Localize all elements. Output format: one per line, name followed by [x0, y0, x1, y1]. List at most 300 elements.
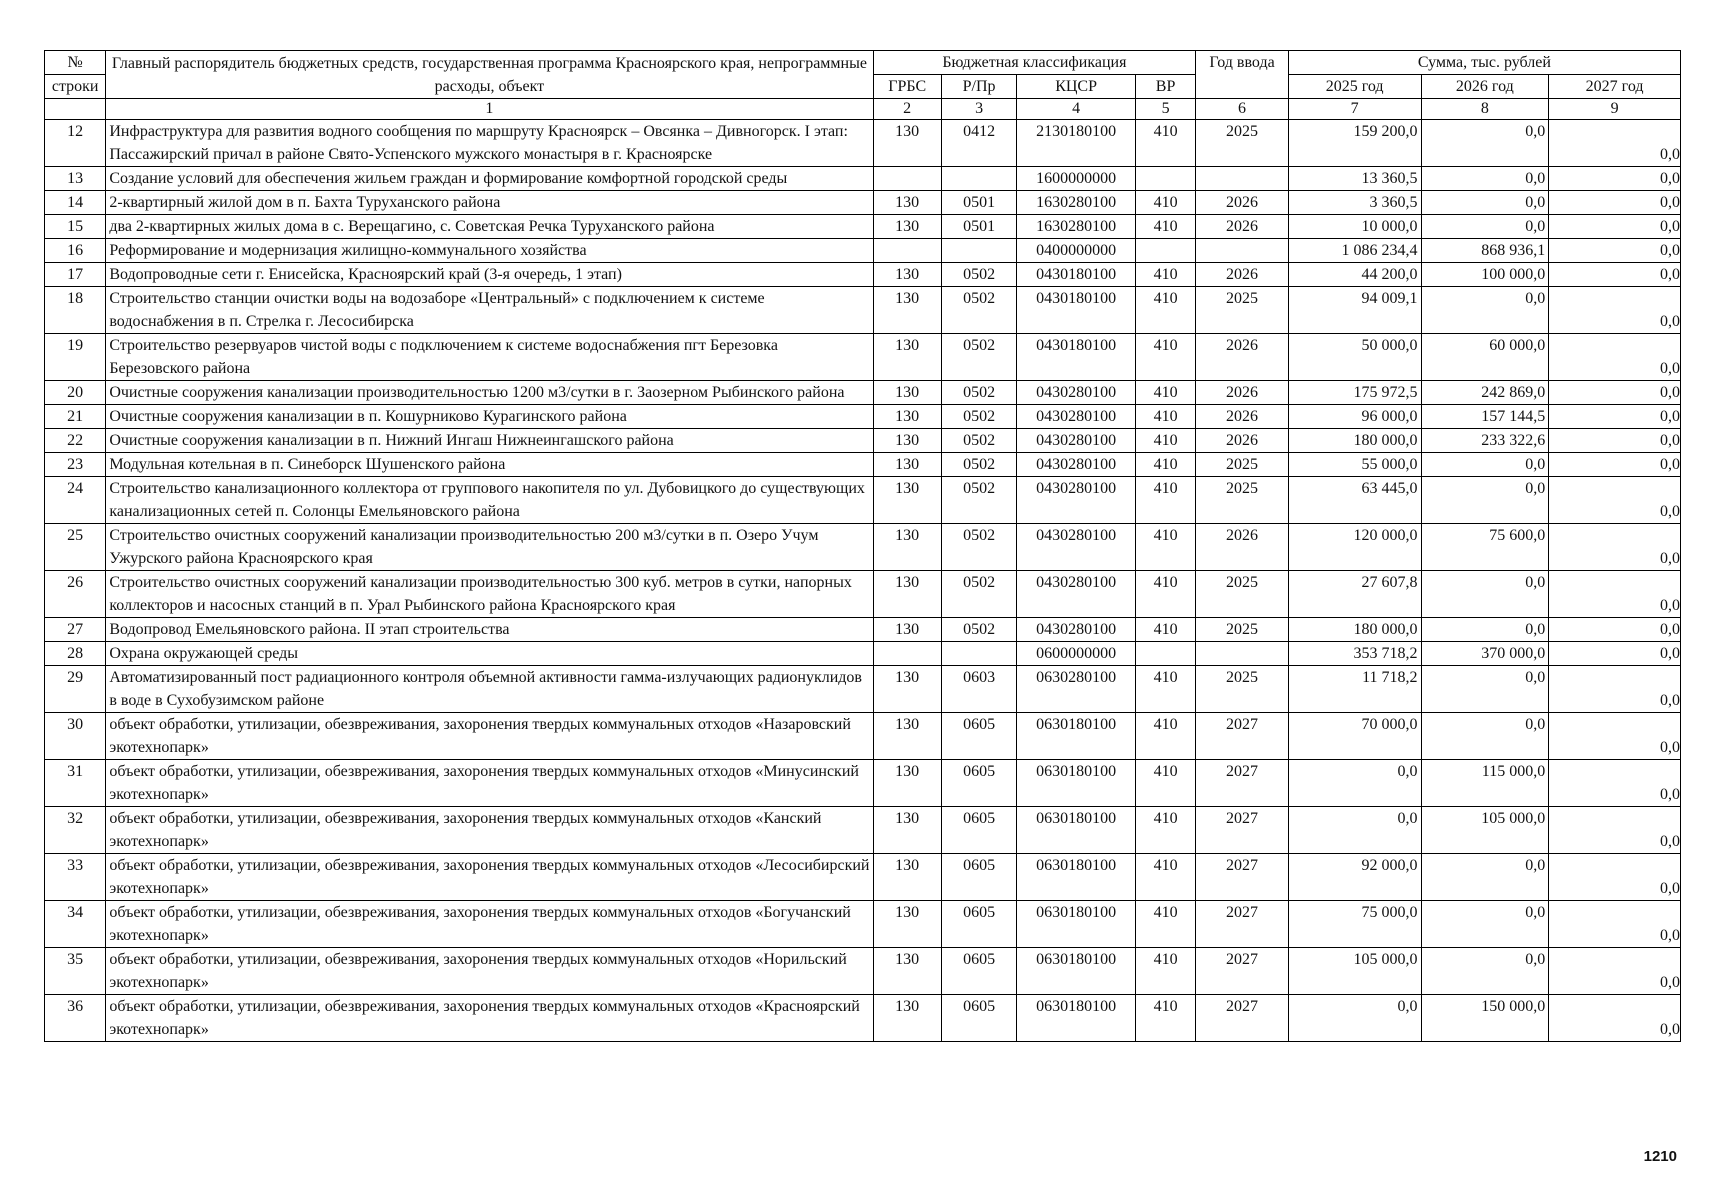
sum-2027: 0,0 — [1549, 524, 1681, 571]
vr-code: 410 — [1135, 120, 1195, 167]
sum-2027: 0,0 — [1549, 453, 1681, 477]
sum-2025: 10 000,0 — [1288, 215, 1421, 239]
table-row — [45, 263, 1681, 287]
year-input: 2026 — [1196, 524, 1289, 571]
kcsr-code: 0400000000 — [1017, 239, 1136, 263]
column-number: 4 — [1017, 99, 1136, 120]
sum-2025: 175 972,5 — [1288, 381, 1421, 405]
grbs-code: 130 — [873, 807, 941, 854]
year-input: 2025 — [1196, 287, 1289, 334]
table-row — [45, 453, 1681, 477]
sum-2025: 120 000,0 — [1288, 524, 1421, 571]
kcsr-code: 0630280100 — [1017, 666, 1136, 713]
rpr-code: 0502 — [941, 287, 1016, 334]
object-name: объект обработки, утилизации, обезвреживания, захоронения твердых коммунальных отходов «Богучанский экотехнопарк» — [106, 901, 873, 948]
table-row — [45, 948, 1681, 995]
header-budget-classification: Бюджетная классификация — [873, 51, 1196, 75]
table-row — [45, 524, 1681, 571]
object-name: объект обработки, утилизации, обезвреживания, захоронения твердых коммунальных отходов «Канский экотехнопарк» — [106, 807, 873, 854]
sum-2027: 0,0 — [1549, 263, 1681, 287]
year-input: 2027 — [1196, 807, 1289, 854]
sum-2027: 0,0 — [1549, 854, 1681, 901]
kcsr-code: 0630180100 — [1017, 854, 1136, 901]
row-number: 19 — [45, 334, 106, 381]
kcsr-code: 0430280100 — [1017, 571, 1136, 618]
column-number: 2 — [873, 99, 941, 120]
year-input: 2027 — [1196, 760, 1289, 807]
column-number: 7 — [1288, 99, 1421, 120]
vr-code: 410 — [1135, 215, 1195, 239]
sum-2025: 11 718,2 — [1288, 666, 1421, 713]
sum-2025: 0,0 — [1288, 995, 1421, 1042]
table-row — [45, 120, 1681, 167]
row-number: 31 — [45, 760, 106, 807]
vr-code: 410 — [1135, 666, 1195, 713]
budget-table — [44, 50, 1681, 1042]
grbs-code: 130 — [873, 453, 941, 477]
kcsr-code: 0430280100 — [1017, 477, 1136, 524]
sum-2025: 180 000,0 — [1288, 618, 1421, 642]
grbs-code: 130 — [873, 618, 941, 642]
row-number: 24 — [45, 477, 106, 524]
kcsr-code: 0430280100 — [1017, 429, 1136, 453]
object-name: Строительство канализационного коллектора от группового накопителя по ул. Дубовицкого до существующих канализационных сетей п. Солонцы Емельяновского района — [106, 477, 873, 524]
object-name: объект обработки, утилизации, обезвреживания, захоронения твердых коммунальных отходов «Минусинский экотехнопарк» — [106, 760, 873, 807]
vr-code: 410 — [1135, 807, 1195, 854]
row-number: 12 — [45, 120, 106, 167]
sum-2026: 0,0 — [1421, 477, 1549, 524]
sum-2027: 0,0 — [1549, 948, 1681, 995]
vr-code: 410 — [1135, 287, 1195, 334]
column-number: 1 — [106, 99, 873, 120]
rpr-code: 0502 — [941, 571, 1016, 618]
year-input: 2025 — [1196, 453, 1289, 477]
sum-2027: 0,0 — [1549, 760, 1681, 807]
table-row — [45, 642, 1681, 666]
object-name: 2-квартирный жилой дом в п. Бахта Туруханского района — [106, 191, 873, 215]
row-number: 17 — [45, 263, 106, 287]
object-name: два 2-квартирных жилых дома в с. Верещагино, с. Советская Речка Туруханского района — [106, 215, 873, 239]
table-row — [45, 477, 1681, 524]
header-kcsr: КЦСР — [1017, 75, 1136, 99]
row-number: 30 — [45, 713, 106, 760]
sum-2025: 180 000,0 — [1288, 429, 1421, 453]
vr-code: 410 — [1135, 191, 1195, 215]
table-row — [45, 429, 1681, 453]
grbs-code: 130 — [873, 901, 941, 948]
kcsr-code: 1630280100 — [1017, 215, 1136, 239]
object-name: Очистные сооружения канализации производительностью 1200 м3/сутки в г. Заозерном Рыбинского района — [106, 381, 873, 405]
sum-2026: 0,0 — [1421, 167, 1549, 191]
kcsr-code: 0630180100 — [1017, 901, 1136, 948]
object-name: Создание условий для обеспечения жильем граждан и формирование комфортной городской среды — [106, 167, 873, 191]
grbs-code: 130 — [873, 713, 941, 760]
column-number: 8 — [1421, 99, 1549, 120]
year-input — [1196, 642, 1289, 666]
year-input: 2026 — [1196, 405, 1289, 429]
column-number: 5 — [1135, 99, 1195, 120]
kcsr-code: 0630180100 — [1017, 760, 1136, 807]
year-input: 2026 — [1196, 191, 1289, 215]
object-name: Охрана окружающей среды — [106, 642, 873, 666]
table-row — [45, 215, 1681, 239]
sum-2025: 92 000,0 — [1288, 854, 1421, 901]
header-2025: 2025 год — [1288, 75, 1421, 99]
sum-2027: 0,0 — [1549, 571, 1681, 618]
sum-2025: 13 360,5 — [1288, 167, 1421, 191]
vr-code: 410 — [1135, 995, 1195, 1042]
year-input: 2026 — [1196, 263, 1289, 287]
header-2026: 2026 год — [1421, 75, 1549, 99]
vr-code: 410 — [1135, 948, 1195, 995]
sum-2027: 0,0 — [1549, 334, 1681, 381]
table-row — [45, 713, 1681, 760]
sum-2027: 0,0 — [1549, 807, 1681, 854]
sum-2026: 0,0 — [1421, 854, 1549, 901]
table-body — [45, 120, 1681, 1042]
kcsr-code: 0430280100 — [1017, 618, 1136, 642]
year-input: 2027 — [1196, 948, 1289, 995]
sum-2027: 0,0 — [1549, 429, 1681, 453]
table-row — [45, 287, 1681, 334]
sum-2025: 94 009,1 — [1288, 287, 1421, 334]
sum-2025: 159 200,0 — [1288, 120, 1421, 167]
sum-2027: 0,0 — [1549, 405, 1681, 429]
object-name: Строительство резервуаров чистой воды с подключением к системе водоснабжения пгт Березовка Березовского района — [106, 334, 873, 381]
rpr-code: 0605 — [941, 854, 1016, 901]
year-input: 2027 — [1196, 713, 1289, 760]
kcsr-code: 2130180100 — [1017, 120, 1136, 167]
year-input: 2026 — [1196, 429, 1289, 453]
kcsr-code: 0630180100 — [1017, 948, 1136, 995]
header-year-input: Год ввода — [1196, 51, 1289, 99]
grbs-code: 130 — [873, 760, 941, 807]
header-2027: 2027 год — [1549, 75, 1681, 99]
object-name: объект обработки, утилизации, обезвреживания, захоронения твердых коммунальных отходов «Назаровский экотехнопарк» — [106, 713, 873, 760]
sum-2025: 0,0 — [1288, 807, 1421, 854]
table-row — [45, 995, 1681, 1042]
sum-2026: 75 600,0 — [1421, 524, 1549, 571]
sum-2026: 233 322,6 — [1421, 429, 1549, 453]
vr-code: 410 — [1135, 405, 1195, 429]
grbs-code: 130 — [873, 120, 941, 167]
object-name: Водопроводные сети г. Енисейска, Красноярский край (3-я очередь, 1 этап) — [106, 263, 873, 287]
column-number-row — [45, 99, 1681, 120]
sum-2026: 0,0 — [1421, 287, 1549, 334]
sum-2025: 27 607,8 — [1288, 571, 1421, 618]
row-number: 32 — [45, 807, 106, 854]
kcsr-code: 0430180100 — [1017, 263, 1136, 287]
row-number: 25 — [45, 524, 106, 571]
row-number: 33 — [45, 854, 106, 901]
sum-2025: 75 000,0 — [1288, 901, 1421, 948]
row-number: 15 — [45, 215, 106, 239]
grbs-code: 130 — [873, 571, 941, 618]
vr-code: 410 — [1135, 477, 1195, 524]
sum-2025: 55 000,0 — [1288, 453, 1421, 477]
rpr-code: 0502 — [941, 381, 1016, 405]
kcsr-code: 0430280100 — [1017, 524, 1136, 571]
kcsr-code: 0630180100 — [1017, 713, 1136, 760]
sum-2026: 0,0 — [1421, 948, 1549, 995]
kcsr-code: 0430180100 — [1017, 334, 1136, 381]
rpr-code: 0605 — [941, 901, 1016, 948]
vr-code: 410 — [1135, 334, 1195, 381]
table-row — [45, 167, 1681, 191]
vr-code: 410 — [1135, 901, 1195, 948]
sum-2027: 0,0 — [1549, 381, 1681, 405]
grbs-code: 130 — [873, 854, 941, 901]
grbs-code: 130 — [873, 666, 941, 713]
sum-2025: 105 000,0 — [1288, 948, 1421, 995]
sum-2027: 0,0 — [1549, 287, 1681, 334]
row-number: 28 — [45, 642, 106, 666]
object-name: Инфраструктура для развития водного сообщения по маршруту Красноярск – Овсянка – Дивногорск. I этап: Пассажирский причал в районе Свято-Успенского мужского монастыря в г. Красноярске — [106, 120, 873, 167]
grbs-code: 130 — [873, 215, 941, 239]
column-number: 6 — [1196, 99, 1289, 120]
sum-2025: 3 360,5 — [1288, 191, 1421, 215]
sum-2027: 0,0 — [1549, 618, 1681, 642]
sum-2025: 0,0 — [1288, 760, 1421, 807]
sum-2027: 0,0 — [1549, 167, 1681, 191]
object-name: Водопровод Емельяновского района. II этап строительства — [106, 618, 873, 642]
year-input: 2025 — [1196, 618, 1289, 642]
vr-code — [1135, 167, 1195, 191]
rpr-code: 0502 — [941, 405, 1016, 429]
header-grbs: ГРБС — [873, 75, 941, 99]
table-row — [45, 807, 1681, 854]
rpr-code: 0603 — [941, 666, 1016, 713]
grbs-code: 130 — [873, 405, 941, 429]
kcsr-code: 0600000000 — [1017, 642, 1136, 666]
object-name: Строительство станции очистки воды на водозаборе «Центральный» с подключением к системе водоснабжения в п. Стрелка г. Лесосибирска — [106, 287, 873, 334]
grbs-code: 130 — [873, 334, 941, 381]
table-row — [45, 666, 1681, 713]
grbs-code: 130 — [873, 263, 941, 287]
sum-2025: 1 086 234,4 — [1288, 239, 1421, 263]
vr-code: 410 — [1135, 524, 1195, 571]
row-number: 21 — [45, 405, 106, 429]
sum-2026: 868 936,1 — [1421, 239, 1549, 263]
sum-2027: 0,0 — [1549, 666, 1681, 713]
object-name: объект обработки, утилизации, обезвреживания, захоронения твердых коммунальных отходов «Красноярский экотехнопарк» — [106, 995, 873, 1042]
year-input: 2027 — [1196, 854, 1289, 901]
rpr-code: 0502 — [941, 477, 1016, 524]
year-input — [1196, 167, 1289, 191]
table-row — [45, 381, 1681, 405]
grbs-code: 130 — [873, 381, 941, 405]
page-number: 1210 — [1643, 1148, 1677, 1165]
year-input: 2027 — [1196, 901, 1289, 948]
vr-code: 410 — [1135, 713, 1195, 760]
header-row-1 — [45, 51, 1681, 75]
sum-2027: 0,0 — [1549, 239, 1681, 263]
sum-2026: 242 869,0 — [1421, 381, 1549, 405]
vr-code: 410 — [1135, 854, 1195, 901]
row-number: 29 — [45, 666, 106, 713]
row-number: 27 — [45, 618, 106, 642]
rpr-code — [941, 239, 1016, 263]
kcsr-code: 0630180100 — [1017, 995, 1136, 1042]
table-row — [45, 405, 1681, 429]
rpr-code: 0502 — [941, 618, 1016, 642]
rpr-code: 0502 — [941, 429, 1016, 453]
sum-2026: 0,0 — [1421, 120, 1549, 167]
object-name: объект обработки, утилизации, обезвреживания, захоронения твердых коммунальных отходов «Лесосибирский экотехнопарк» — [106, 854, 873, 901]
sum-2027: 0,0 — [1549, 995, 1681, 1042]
header-rpr: Р/Пр — [941, 75, 1016, 99]
grbs-code: 130 — [873, 191, 941, 215]
kcsr-code: 0430280100 — [1017, 453, 1136, 477]
year-input — [1196, 239, 1289, 263]
table-row — [45, 760, 1681, 807]
table-row — [45, 334, 1681, 381]
sum-2026: 100 000,0 — [1421, 263, 1549, 287]
header-name: Главный распорядитель бюджетных средств, государственная программа Красноярского края, непрограммные расходы, объект — [106, 51, 873, 99]
sum-2027: 0,0 — [1549, 477, 1681, 524]
vr-code: 410 — [1135, 453, 1195, 477]
rpr-code — [941, 167, 1016, 191]
rpr-code: 0605 — [941, 713, 1016, 760]
year-input: 2027 — [1196, 995, 1289, 1042]
column-number: 9 — [1549, 99, 1681, 120]
sum-2026: 0,0 — [1421, 666, 1549, 713]
grbs-code — [873, 642, 941, 666]
rpr-code: 0502 — [941, 524, 1016, 571]
vr-code — [1135, 239, 1195, 263]
grbs-code: 130 — [873, 995, 941, 1042]
header-vr: ВР — [1135, 75, 1195, 99]
object-name: Реформирование и модернизация жилищно-коммунального хозяйства — [106, 239, 873, 263]
rpr-code: 0502 — [941, 263, 1016, 287]
kcsr-code: 0430180100 — [1017, 287, 1136, 334]
rpr-code: 0412 — [941, 120, 1016, 167]
sum-2025: 96 000,0 — [1288, 405, 1421, 429]
object-name: Строительство очистных сооружений канализации производительностью 300 куб. метров в сутки, напорных коллекторов и насосных станций в п. Урал Рыбинского района Красноярского края — [106, 571, 873, 618]
year-input: 2026 — [1196, 334, 1289, 381]
rpr-code: 0605 — [941, 760, 1016, 807]
sum-2026: 60 000,0 — [1421, 334, 1549, 381]
row-number: 20 — [45, 381, 106, 405]
object-name: Модульная котельная в п. Синеборск Шушенского района — [106, 453, 873, 477]
row-number: 22 — [45, 429, 106, 453]
sum-2025: 44 200,0 — [1288, 263, 1421, 287]
sum-2026: 115 000,0 — [1421, 760, 1549, 807]
document-page — [44, 50, 1681, 1042]
rpr-code: 0502 — [941, 453, 1016, 477]
sum-2026: 0,0 — [1421, 453, 1549, 477]
table-row — [45, 191, 1681, 215]
sum-2025: 63 445,0 — [1288, 477, 1421, 524]
row-number: 34 — [45, 901, 106, 948]
rpr-code — [941, 642, 1016, 666]
table-row — [45, 618, 1681, 642]
sum-2026: 0,0 — [1421, 215, 1549, 239]
column-number: 3 — [941, 99, 1016, 120]
kcsr-code: 0630180100 — [1017, 807, 1136, 854]
table-row — [45, 571, 1681, 618]
row-number: 23 — [45, 453, 106, 477]
sum-2027: 0,0 — [1549, 120, 1681, 167]
sum-2025: 50 000,0 — [1288, 334, 1421, 381]
rpr-code: 0605 — [941, 948, 1016, 995]
sum-2026: 0,0 — [1421, 191, 1549, 215]
sum-2026: 0,0 — [1421, 901, 1549, 948]
vr-code: 410 — [1135, 381, 1195, 405]
header-sum: Сумма, тыс. рублей — [1288, 51, 1680, 75]
sum-2026: 0,0 — [1421, 713, 1549, 760]
sum-2026: 157 144,5 — [1421, 405, 1549, 429]
grbs-code — [873, 167, 941, 191]
rpr-code: 0605 — [941, 995, 1016, 1042]
sum-2026: 150 000,0 — [1421, 995, 1549, 1042]
object-name: Автоматизированный пост радиационного контроля объемной активности гамма-излучающих радионуклидов в воде в Сухобузимском районе — [106, 666, 873, 713]
vr-code: 410 — [1135, 263, 1195, 287]
grbs-code — [873, 239, 941, 263]
sum-2027: 0,0 — [1549, 713, 1681, 760]
grbs-code: 130 — [873, 287, 941, 334]
year-input: 2025 — [1196, 477, 1289, 524]
kcsr-code: 1600000000 — [1017, 167, 1136, 191]
row-number: 16 — [45, 239, 106, 263]
kcsr-code: 0430280100 — [1017, 405, 1136, 429]
row-number: 36 — [45, 995, 106, 1042]
sum-2027: 0,0 — [1549, 901, 1681, 948]
object-name: Строительство очистных сооружений канализации производительностью 200 м3/сутки в п. Озеро Учум Ужурского района Красноярского края — [106, 524, 873, 571]
sum-2025: 353 718,2 — [1288, 642, 1421, 666]
row-number: 18 — [45, 287, 106, 334]
sum-2027: 0,0 — [1549, 642, 1681, 666]
year-input: 2025 — [1196, 120, 1289, 167]
sum-2026: 0,0 — [1421, 618, 1549, 642]
table-row — [45, 239, 1681, 263]
kcsr-code: 1630280100 — [1017, 191, 1136, 215]
grbs-code: 130 — [873, 477, 941, 524]
rpr-code: 0501 — [941, 215, 1016, 239]
sum-2025: 70 000,0 — [1288, 713, 1421, 760]
vr-code: 410 — [1135, 760, 1195, 807]
object-name: Очистные сооружения канализации в п. Нижний Ингаш Нижнеингашского района — [106, 429, 873, 453]
header-row-number-bottom: строки — [45, 75, 106, 99]
sum-2027: 0,0 — [1549, 215, 1681, 239]
table-row — [45, 901, 1681, 948]
object-name: объект обработки, утилизации, обезвреживания, захоронения твердых коммунальных отходов «Норильский экотехнопарк» — [106, 948, 873, 995]
vr-code — [1135, 642, 1195, 666]
grbs-code: 130 — [873, 429, 941, 453]
column-number-blank — [45, 99, 106, 120]
sum-2026: 0,0 — [1421, 571, 1549, 618]
header-row-number-top: № — [45, 51, 106, 75]
grbs-code: 130 — [873, 948, 941, 995]
year-input: 2025 — [1196, 666, 1289, 713]
rpr-code: 0502 — [941, 334, 1016, 381]
row-number: 14 — [45, 191, 106, 215]
row-number: 13 — [45, 167, 106, 191]
row-number: 26 — [45, 571, 106, 618]
kcsr-code: 0430280100 — [1017, 381, 1136, 405]
sum-2026: 370 000,0 — [1421, 642, 1549, 666]
year-input: 2026 — [1196, 381, 1289, 405]
row-number: 35 — [45, 948, 106, 995]
vr-code: 410 — [1135, 429, 1195, 453]
year-input: 2026 — [1196, 215, 1289, 239]
rpr-code: 0501 — [941, 191, 1016, 215]
vr-code: 410 — [1135, 618, 1195, 642]
rpr-code: 0605 — [941, 807, 1016, 854]
sum-2026: 105 000,0 — [1421, 807, 1549, 854]
vr-code: 410 — [1135, 571, 1195, 618]
grbs-code: 130 — [873, 524, 941, 571]
